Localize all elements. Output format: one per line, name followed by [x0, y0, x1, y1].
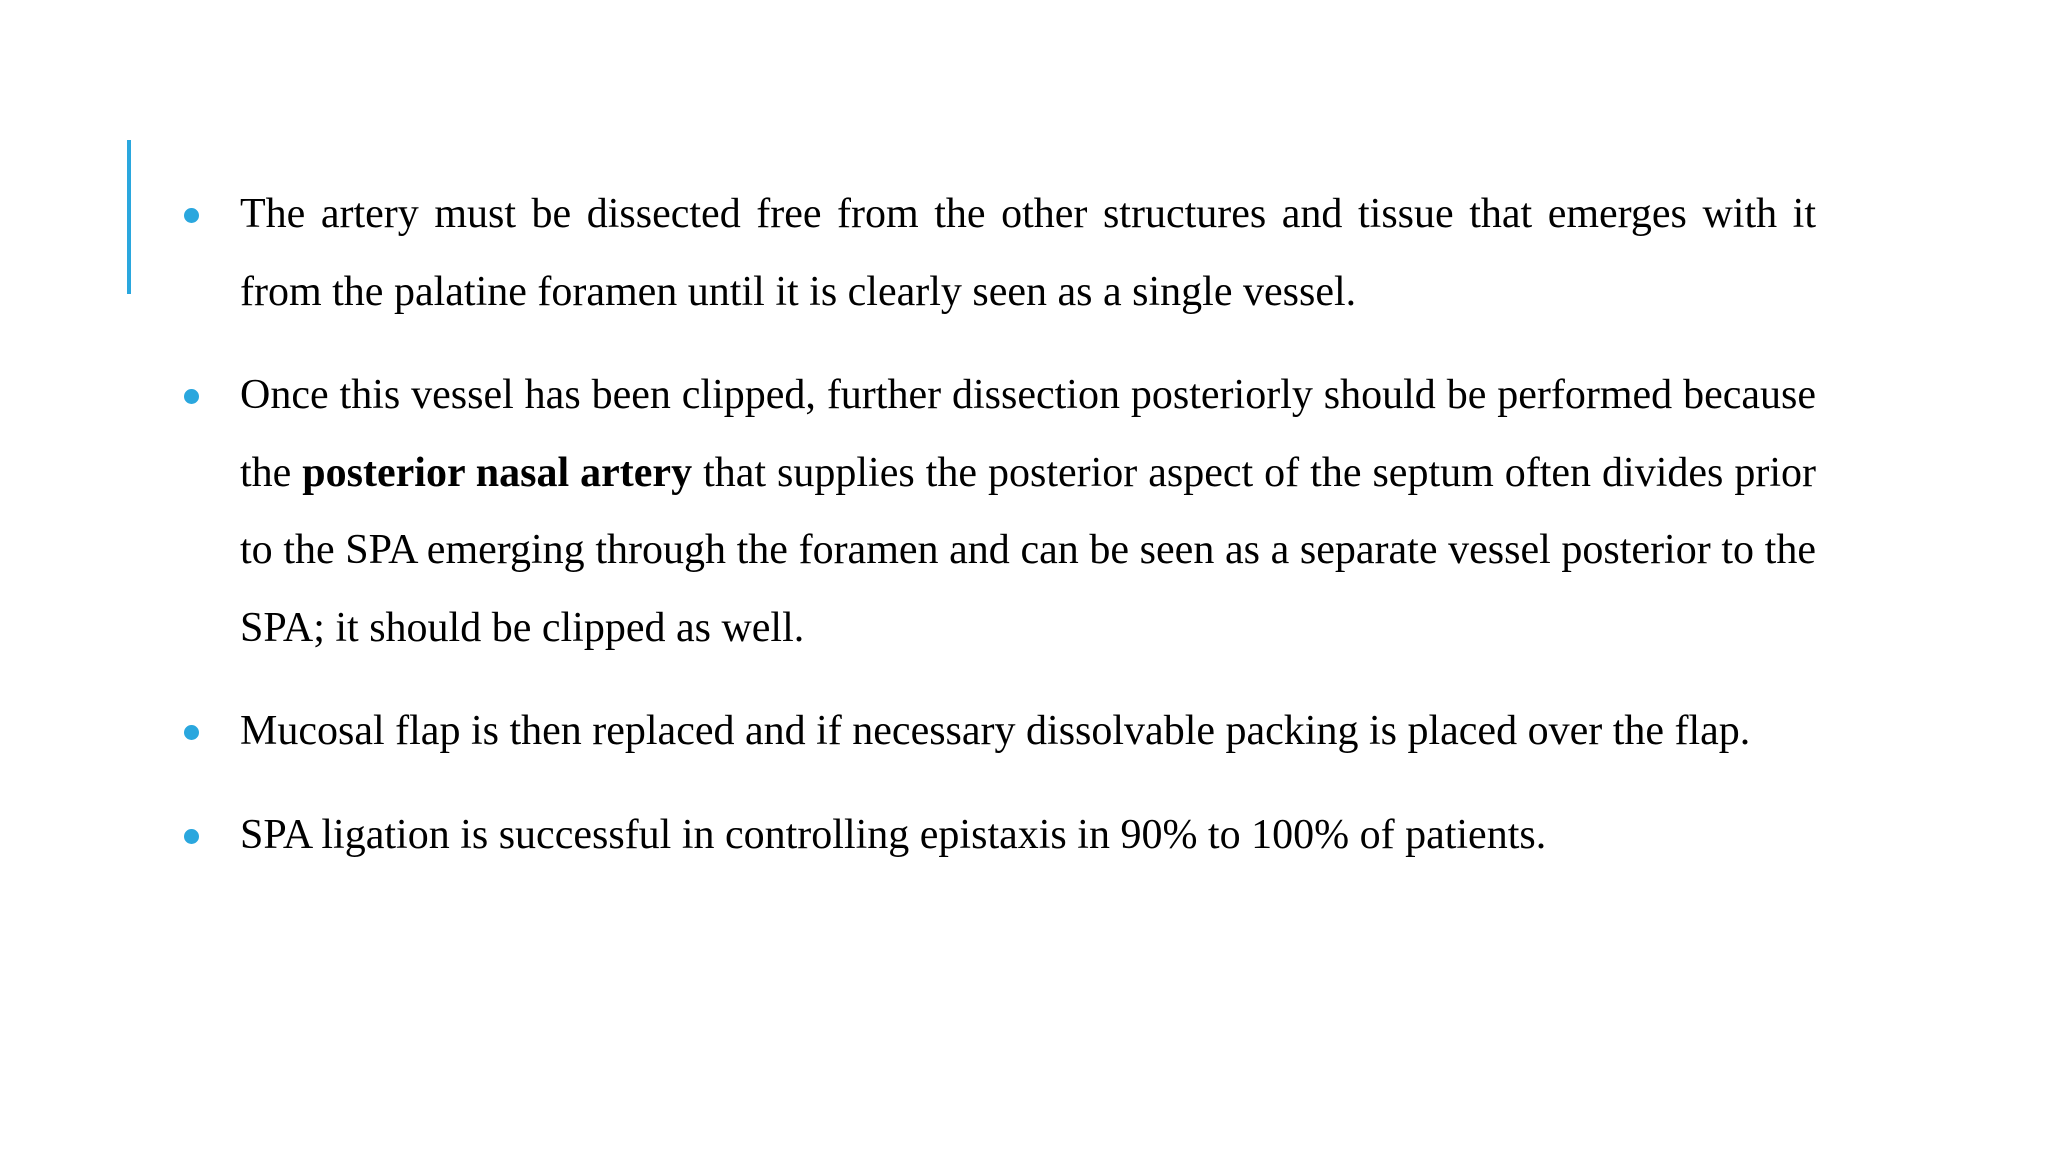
bullet-text: The artery must be dissected free from the other structures and tissue that emerges with it from the palatine foramen until it is clearly seen as a single vessel.	[240, 191, 1816, 315]
bullet-dot-icon	[184, 725, 199, 740]
bullet-dot-icon	[184, 389, 199, 404]
bullet-text-after: that supplies the posterior aspect of the septum often divides prior to the SPA emerging through the foramen and can be seen as a separate vessel posterior to the SPA; it should be clipped as well.	[240, 449, 1816, 651]
bullet-item	[176, 176, 1816, 331]
bullet-item	[176, 693, 1816, 771]
bullet-item	[176, 797, 1816, 875]
bullet-text-before: Once this vessel has been clipped, further dissection posteriorly should be performed because the	[240, 372, 1816, 496]
accent-bar	[127, 140, 131, 294]
bullet-dot-icon	[184, 208, 199, 223]
bullet-list	[176, 176, 1816, 900]
bullet-dot-icon	[184, 829, 199, 844]
bullet-text-bold: posterior nasal artery	[302, 449, 693, 496]
bullet-text: SPA ligation is successful in controlling epistaxis in 90% to 100% of patients.	[240, 811, 1547, 858]
bullet-item	[176, 357, 1816, 667]
bullet-text: Mucosal flap is then replaced and if necessary dissolvable packing is placed over the flap.	[240, 708, 1751, 754]
